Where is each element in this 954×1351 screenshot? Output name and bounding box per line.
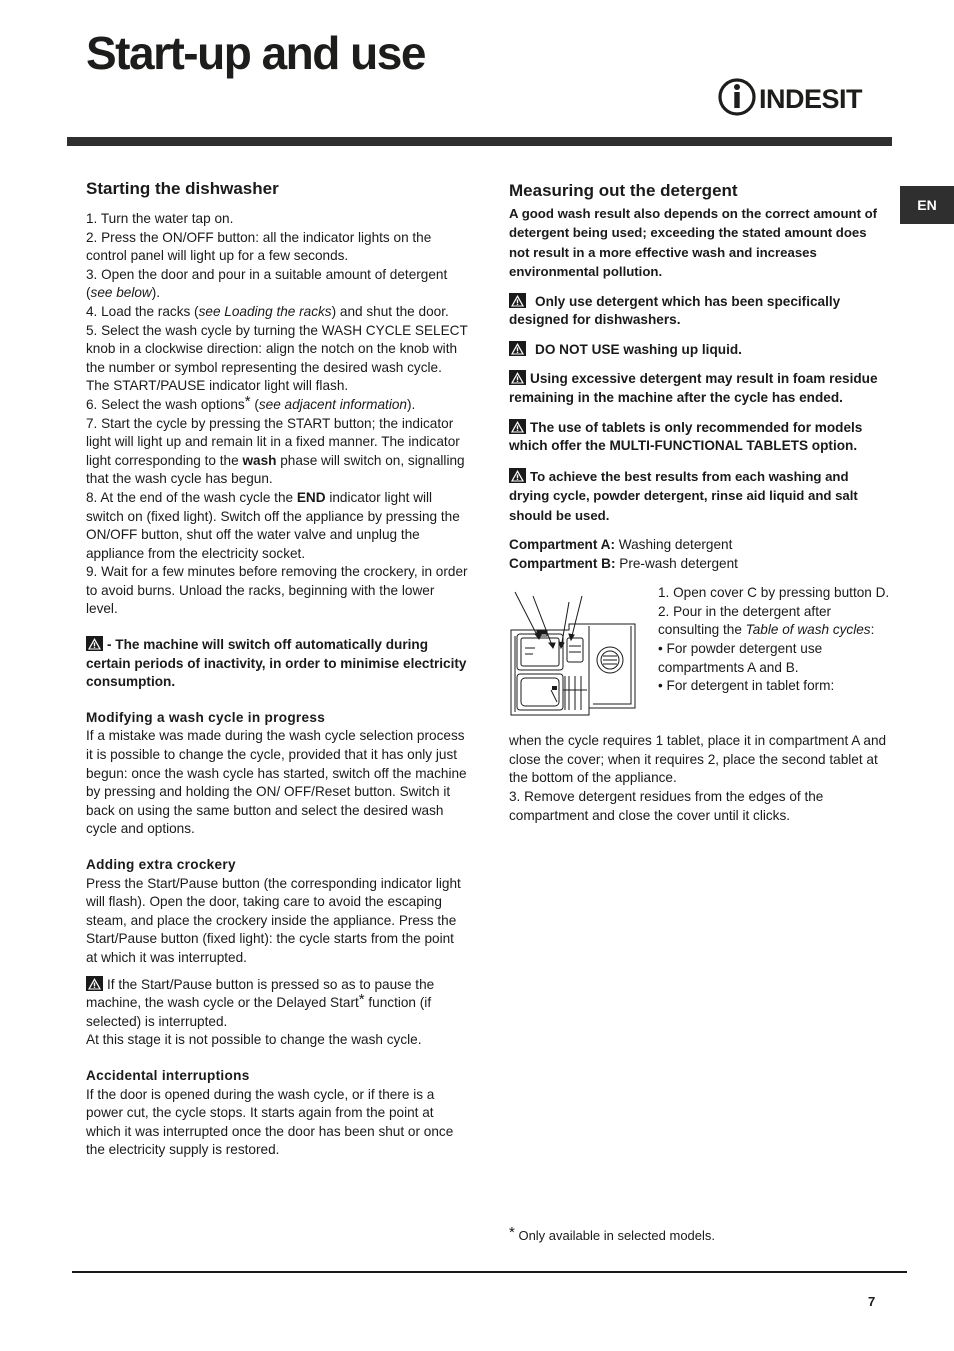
- warning-triangle-icon: [86, 636, 103, 651]
- step-1: 1. Turn the water tap on.: [86, 211, 234, 226]
- subheading-accidental: Accidental interruptions: [86, 1067, 250, 1083]
- subheading-adding: Adding extra crockery: [86, 857, 236, 872]
- warning-no-washing-up-liquid: DO NOT USE washing up liquid.: [509, 341, 889, 360]
- page-title: Start-up and use: [86, 27, 425, 79]
- instruction-tablet: • For detergent in tablet form:: [658, 678, 835, 694]
- header-rule: [67, 137, 892, 146]
- step-6: 6. Select the wash options* (see adjacent information).: [86, 392, 416, 412]
- warning-tablets: The use of tablets is only recommended for models which offer the MULTI-FUNCTIONAL TABLETS option.: [509, 419, 863, 454]
- step-7: 7. Start the cycle by pressing the START button; the indicator light will light up and remain lit in a fixed manner. The indicator light corresponding to the wash phase will switch on, signalling that the wash cycle has begun.: [86, 415, 465, 487]
- instruction-powder: • For powder detergent use compartments A and B.: [658, 640, 823, 675]
- compartment-a: Compartment A: Washing detergent: [509, 537, 733, 552]
- subheading-modifying: Modifying a wash cycle in progress: [86, 709, 326, 725]
- warning-triangle-icon: [86, 976, 103, 991]
- warning-excessive-detergent: Using excessive detergent may result in foam residue remaining in the machine after the cycle has ended.: [509, 371, 878, 405]
- warning-triangle-icon: [509, 370, 526, 385]
- diagram-row: [509, 584, 889, 732]
- modifying-body: If a mistake was made during the wash cycle selection process it is possible to change the cycle, provided that it has only just begun: once the wash cycle has started, switch off the machine by pressing and holding the ON/ OFF/Reset button. Switch it back on using the same button and select the desired wash cycle and options.: [86, 728, 467, 837]
- warning-triangle-icon: [509, 419, 526, 434]
- step-9: 9. Wait for a few minutes before removing the crockery, in order to avoid burns. Unload the racks, beginning with the lower level.: [86, 564, 468, 617]
- warning-detergent-type: Only use detergent which has been specifically designed for dishwashers.: [509, 293, 841, 328]
- step-4: 4. Load the racks (see Loading the racks) and shut the door.: [86, 303, 449, 319]
- adding-body: Press the Start/Pause button (the corresponding indicator light will flash). Open the door, taking care to avoid the escaping steam, and place the crockery inside the appliance. Press the Start/Pause button (fixed light): the cycle starts from the point at which it was interrupted.: [86, 875, 461, 965]
- right-column: [509, 180, 889, 825]
- accidental-body: If the door is opened during the wash cycle, or if there is a power cut, the cycle stops. It starts again from the point at which it was interrupted once the door has been shut or once the electricity supply is restored.: [86, 1086, 454, 1158]
- footer-rule: [72, 1271, 907, 1273]
- indesit-logo-icon: [718, 76, 868, 118]
- step-5: 5. Select the wash cycle by turning the WASH CYCLE SELECT knob in a clockwise direction: align the notch on the knob with the number or symbol representing the desired wash cycle. The START/PAUSE indicator light will flash.: [86, 322, 468, 394]
- instruction-1: 1. Open cover C by pressing button D.: [658, 585, 890, 601]
- warning-best-results: To achieve the best results from each washing and drying cycle, powder detergent, rinse aid liquid and salt should be used.: [509, 468, 858, 523]
- step-8: 8. At the end of the wash cycle the END indicator light will switch on (fixed light). Switch off the appliance by pressing the ON/OFF button, shut off the water valve and unplug the appliance from the electricity socket.: [86, 489, 460, 561]
- instruction-tablet-detail: when the cycle requires 1 tablet, place it in compartment A and close the cover; when it requires 2, place the second tablet at the bottom of the appliance.: [509, 733, 887, 786]
- section-heading-detergent: Measuring out the detergent: [509, 181, 738, 200]
- warning-triangle-icon: [509, 468, 526, 483]
- left-column: [86, 178, 468, 1160]
- instruction-3: 3. Remove detergent residues from the edges of the compartment and close the cover until it clicks.: [509, 788, 824, 823]
- auto-off-warning: - The machine will switch off automatically during certain periods of inactivity, in order to minimise electricity consumption.: [86, 637, 467, 690]
- page-number: 7: [868, 1294, 876, 1309]
- language-tab: EN: [900, 186, 954, 224]
- diagram-instructions: [658, 584, 890, 696]
- pause-warning: If the Start/Pause button is pressed so as to pause the machine, the wash cycle or the Delayed Start* function (if selected) is interrupted.: [86, 976, 435, 1029]
- warning-triangle-icon: [509, 293, 526, 308]
- detergent-intro: A good wash result also depends on the correct amount of detergent being used; exceeding the stated amount does not result in a more effective wash and increases environmental pollution.: [509, 206, 878, 280]
- detergent-dispenser-diagram: [509, 590, 644, 720]
- pause-note: At this stage it is not possible to change the wash cycle.: [86, 1032, 422, 1048]
- warning-triangle-icon: [509, 341, 526, 356]
- footnote: * Only available in selected models.: [509, 1224, 716, 1243]
- step-2: 2. Press the ON/OFF button: all the indicator lights on the control panel will light up for a few seconds.: [86, 229, 432, 264]
- step-3: 3. Open the door and pour in a suitable amount of detergent (see below).: [86, 266, 448, 301]
- brand-text: INDESIT: [759, 84, 863, 114]
- instruction-2: 2. Pour in the detergent after consulting the Table of wash cycles:: [658, 603, 875, 638]
- section-heading-starting: Starting the dishwasher: [86, 179, 279, 198]
- compartment-b: Compartment B: Pre-wash detergent: [509, 555, 738, 571]
